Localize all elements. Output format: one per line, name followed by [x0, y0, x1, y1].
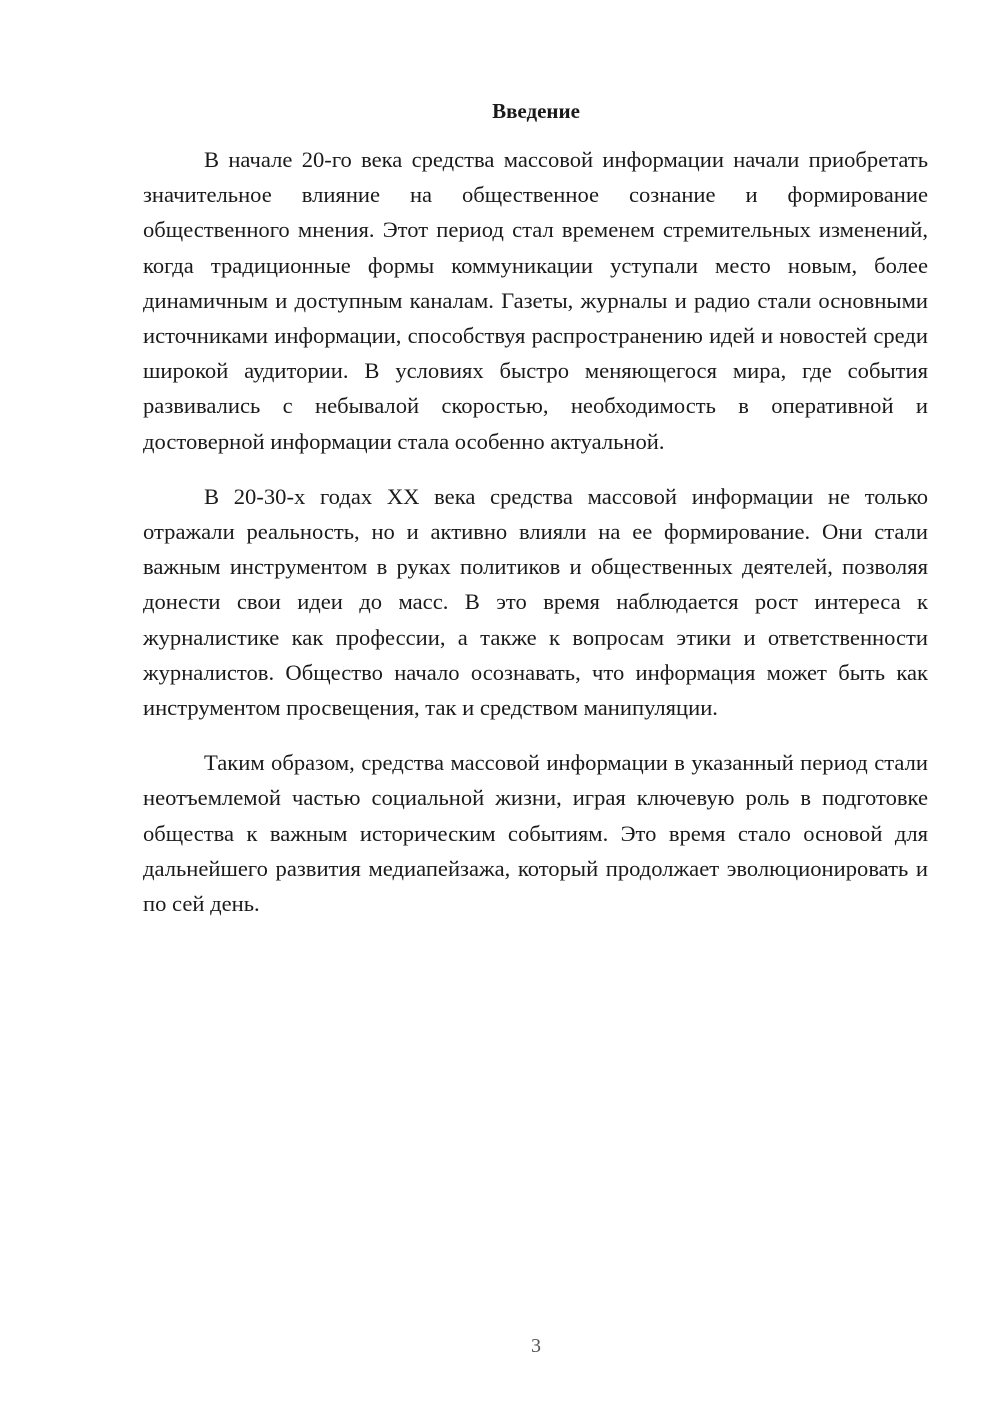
- page-number: 3: [531, 1335, 541, 1357]
- page-title: Введение: [492, 99, 580, 123]
- document-body: [143, 142, 928, 941]
- paragraph-2: В 20-30-х годах XX века средства массовой информации не только отражали реальность, но и активно влияли на ее формирование. Они стали важным инструментом в руках политиков и общественных деятелей, позволяя донести свои идеи до масс. В это время наблюдается рост интереса к журналистике как профессии, а также к вопросам этики и ответственности журналистов. Общество начало осознавать, что информация может быть как инструментом просвещения, так и средством манипуляции.: [143, 483, 928, 721]
- paragraph-3: Таким образом, средства массовой информации в указанный период стали неотъемлемой частью социальной жизни, играя ключевую роль в подготовке общества к важным историческим событиям. Это время стало основой для дальнейшего развития медиапейзажа, который продолжает эволюционировать и по сей день.: [143, 750, 928, 917]
- paragraph-1: В начале 20-го века средства массовой информации начали приобретать значительное влияние на общественное сознание и формирование общественного мнения. Этот период стал временем стремительных изменений, когда традиционные формы коммуникации уступали место новым, более динамичным и доступным каналам. Газеты, журналы и радио стали основными источниками информации, способствуя распространению идей и новостей среди широкой аудитории. В условиях быстро меняющегося мира, где события развивались с небывалой скоростью, необходимость в оперативной и достоверной информации стала особенно актуальной.: [143, 147, 928, 454]
